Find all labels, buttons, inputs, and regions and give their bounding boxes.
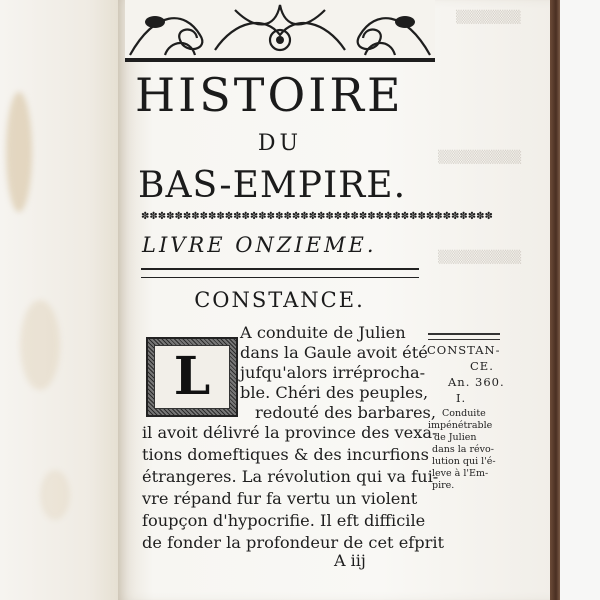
body-line: redouté des barbares, bbox=[255, 403, 437, 422]
margin-note-subline: impénétrable bbox=[428, 420, 493, 431]
margin-note-line: CONSTAN- bbox=[427, 343, 501, 357]
body-line: il avoit délivré la province des vexa- bbox=[142, 423, 438, 442]
bleed-through-text: ▒▒▒▒▒▒▒▒▒ bbox=[438, 150, 522, 164]
margin-note-subline: dans la révo- bbox=[432, 444, 494, 455]
margin-note-subline: de Julien bbox=[434, 432, 477, 443]
margin-note-subline: lution qui l'é- bbox=[432, 456, 496, 467]
margin-note-line: CE. bbox=[470, 359, 494, 373]
facing-page bbox=[0, 0, 128, 600]
margin-note-subline: Conduite bbox=[442, 408, 486, 419]
margin-rule bbox=[428, 333, 500, 340]
margin-note-line: An. 360. bbox=[448, 375, 505, 389]
double-rule bbox=[141, 268, 419, 278]
signature-mark: A iij bbox=[334, 551, 366, 570]
body-line: jufqu'alors irréprocha- bbox=[240, 363, 426, 382]
bleed-through-text: ▒▒▒▒▒▒▒▒▒ bbox=[438, 250, 522, 264]
fleuron-rule: ✽✽✽✽✽✽✽✽✽✽✽✽✽✽✽✽✽✽✽✽✽✽✽✽✽✽✽✽✽✽✽✽✽✽✽✽✽✽✽✽✽✽ bbox=[141, 211, 493, 222]
bleed-through-text: ▒▒▒▒▒▒▒ bbox=[456, 10, 521, 24]
book-cover-edge bbox=[550, 0, 560, 600]
book-number: LIVRE ONZIEME. bbox=[142, 233, 377, 257]
body-line: vre répand fur fa vertu un violent bbox=[142, 489, 418, 508]
title-du: DU bbox=[257, 131, 303, 156]
margin-note-subline: pire. bbox=[432, 480, 455, 491]
dropcap-block bbox=[146, 337, 238, 417]
title-histoire: HISTOIRE bbox=[135, 68, 404, 122]
title-bas-empire: BAS-EMPIRE. bbox=[138, 165, 407, 206]
ornament-headpiece bbox=[125, 0, 435, 62]
body-line: foupçon d'hypocrifie. Il eft difficile bbox=[142, 511, 426, 530]
background bbox=[560, 0, 600, 600]
dropcap-frame bbox=[154, 345, 230, 409]
dropcap-letter: L bbox=[173, 346, 211, 407]
margin-note-subline: leve à l'Em- bbox=[432, 468, 489, 479]
body-line: tions domeftiques & des incurfions bbox=[142, 445, 429, 464]
body-line: A conduite de Julien bbox=[240, 323, 406, 342]
body-line: ble. Chéri des peuples, bbox=[240, 383, 429, 402]
body-line: dans la Gaule avoit été bbox=[240, 343, 428, 362]
chapter-heading: CONSTANCE. bbox=[194, 288, 365, 312]
margin-note-line: I. bbox=[456, 391, 467, 405]
body-line: étrangeres. La révolution qui va fui- bbox=[142, 467, 439, 486]
body-line: de fonder la profondeur de cet efprit bbox=[142, 533, 445, 552]
